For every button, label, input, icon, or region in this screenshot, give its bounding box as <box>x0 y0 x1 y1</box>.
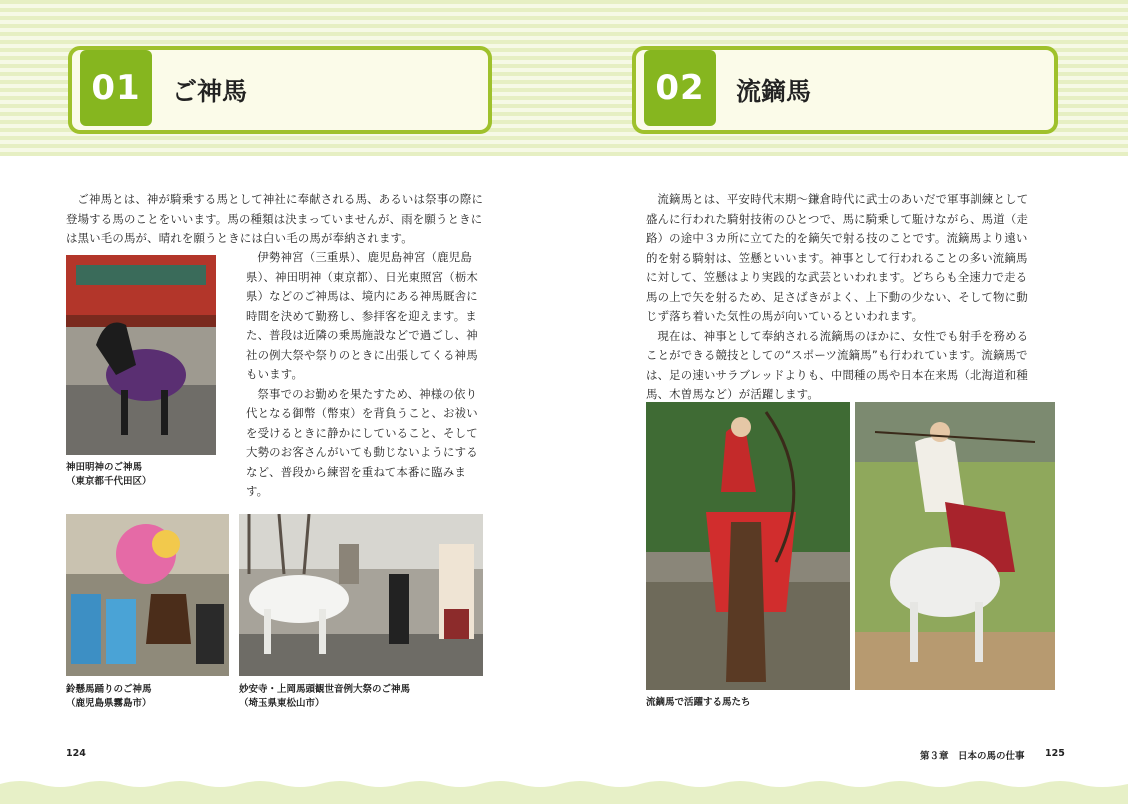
photo-yabusame-brown-horse <box>646 402 850 690</box>
caption-photo-2 <box>66 683 152 711</box>
section-number: 01 <box>80 50 152 126</box>
paragraph: 現在は、神事として奉納される流鏑馬のほかに、女性でも射手を務めることができる競技としての“スポーツ流鏑馬”も行われています。流鏑馬では、足の速いサラブレッドよりも、中間種の馬や日本在来馬（北海道和種馬、木曽馬など）が活躍します。 <box>646 328 1029 401</box>
photo-kanda-shrine-pony <box>66 255 216 455</box>
paragraph: 祭事でのお勤めを果たすため、神様の依り代となる御幣（幣束）を背負うこと、お祓いを受けるときに静かにしていること、そして大勢のお客さんがいても動じないようにするなど、普段から練習を重ねて本番に臨みます。 <box>246 386 478 498</box>
caption-line: 鈴懸馬踊りのご神馬 <box>66 684 152 695</box>
paragraph: 流鏑馬とは、平安時代末期～鎌倉時代に武士のあいだで軍事訓練として盛んに行われた騎射技術のひとつで、馬に騎乗して駈けながら、馬道（走路）の途中３カ所に立てた的を鏑矢で射る技のことです。流鏑馬より遠い的を射る騎射は、笠懸といいます。神事として行われることの多い流鏑馬に対して、笠懸はより実践的な武芸といわれます。どちらも全速力で走る馬の上で矢を射るため、足さばきがよく、上下動の少ない、そして物に動じず落ち着いた気性の馬が向いているといわれます。 <box>646 192 1029 323</box>
caption-line: （鹿児島県霧島市） <box>66 698 152 709</box>
caption-line: 神田明神のご神馬 <box>66 462 143 473</box>
paragraph: ご神馬とは、神が騎乗する馬として神社に奉献される馬、あるいは祭事の際に登場する馬のことをいいます。馬の種類は決まっていませんが、雨を願うときには黒い毛の馬が、晴れを願うときには白い毛の馬が奉納されます。 <box>66 192 484 245</box>
section-number: 02 <box>644 50 716 126</box>
photo-festival-horse <box>66 514 229 676</box>
section-title: ご神馬 <box>172 77 248 106</box>
photo-yabusame-white-horse <box>855 402 1055 690</box>
caption-line: 妙安寺・上岡馬頭観世音例大祭のご神馬 <box>239 684 411 695</box>
page-number-right: 125 <box>1045 748 1065 759</box>
yabusame-text <box>646 190 1038 405</box>
caption-line: （東京都千代田区） <box>66 476 152 487</box>
grass-border <box>0 764 1128 804</box>
caption-photo-1 <box>66 461 152 489</box>
intro-paragraph <box>66 190 488 249</box>
caption-line: （埼玉県東松山市） <box>239 698 325 709</box>
section-header-02 <box>632 46 1058 134</box>
paragraph: 伊勢神宮（三重県）、鹿児島神宮（鹿児島県）、神田明神（東京都）、日光東照宮（栃木県）などのご神馬は、境内にある神馬厩舎に時間を決めて勤務し、参拝客を迎えます。また、普段は近隣の乗馬施設などで過ごし、神社の例大祭や祭りのときに出張してくる神馬もいます。 <box>246 250 479 381</box>
caption-photo-3 <box>239 683 410 711</box>
caption-photo-yabusame: 流鏑馬で活躍する馬たち <box>646 697 751 708</box>
page-number-left: 124 <box>66 748 86 759</box>
section-header-01 <box>68 46 492 134</box>
section-title: 流鏑馬 <box>736 77 812 106</box>
chapter-label: 第３章 日本の馬の仕事 <box>920 751 1025 762</box>
side-paragraphs <box>246 248 484 502</box>
photo-white-horse-shrine <box>239 514 483 676</box>
